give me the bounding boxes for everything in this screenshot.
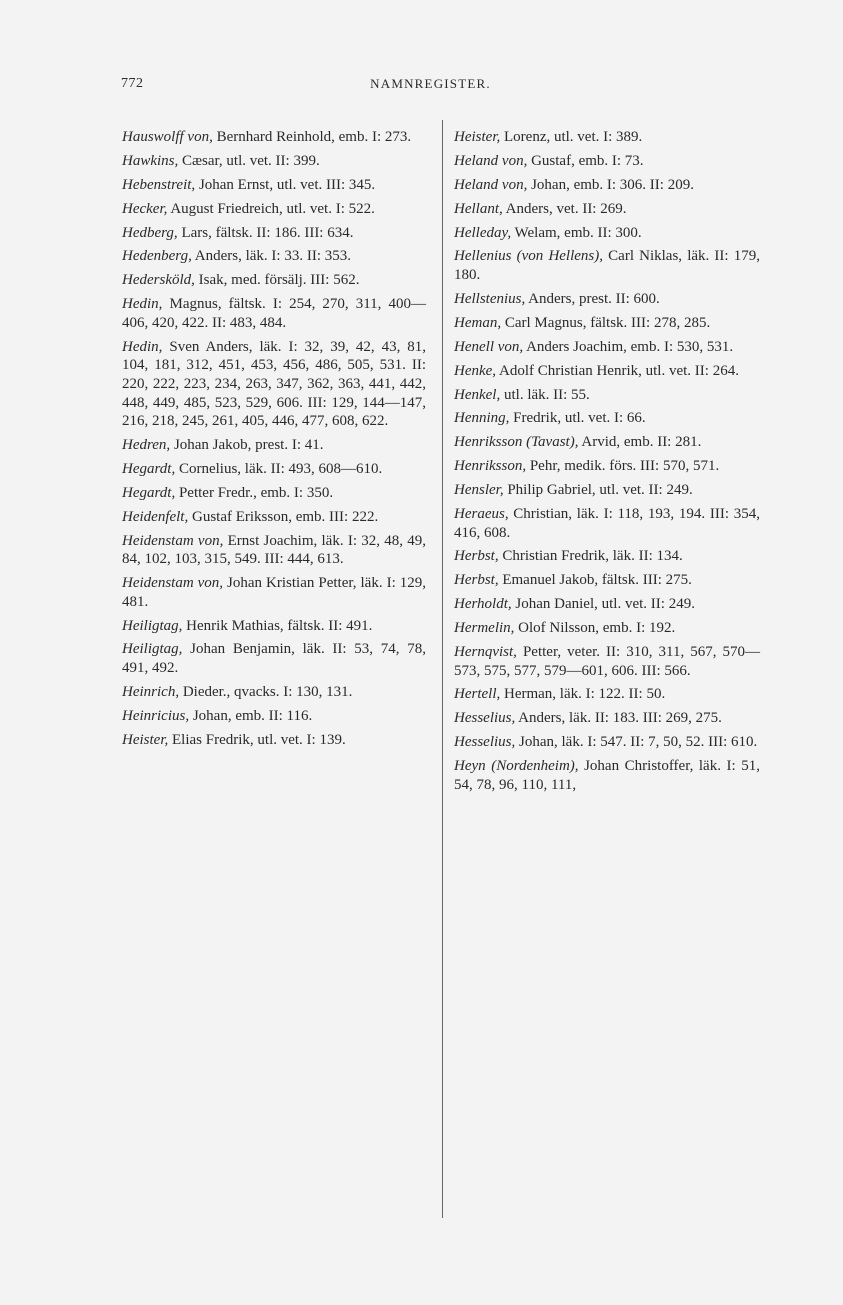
entry-text: Arvid, emb. II: 281. (578, 434, 702, 451)
entry-text: Christian, läk. I: 118, 193, 194. III: 354, 416, 608. (454, 505, 760, 541)
index-entry (454, 685, 760, 704)
index-entry (122, 200, 426, 219)
index-entry (122, 224, 426, 243)
entry-text: Carl Magnus, fältsk. III: 278, 285. (501, 314, 711, 331)
entry-name: Hermelin, (454, 620, 515, 637)
entry-text: Anders, prest. II: 600. (525, 290, 660, 307)
index-entry (122, 508, 426, 527)
entry-name: Hedersköld, (122, 272, 195, 289)
index-entry (122, 176, 426, 195)
entry-text: Philip Gabriel, utl. vet. II: 249. (503, 482, 693, 499)
entry-text: Johan Jakob, prest. I: 41. (170, 436, 324, 453)
entry-name: Herholdt, (454, 596, 512, 613)
index-entry (454, 152, 760, 171)
index-entry (454, 433, 760, 452)
entry-text: Henrik Mathias, fältsk. II: 491. (182, 617, 373, 634)
entry-text: Bernhard Reinhold, emb. I: 273. (212, 129, 412, 145)
entry-text: August Friedreich, utl. vet. I: 522. (167, 200, 375, 217)
index-entry (454, 733, 760, 752)
entry-name: Heiligtag, (122, 641, 183, 658)
index-entry (454, 481, 760, 500)
entry-text: Petter, veter. II: 310, 311, 567, 570—573, 575, 577, 579—601, 606. III: 566. (454, 644, 760, 679)
index-entry (454, 176, 760, 195)
index-entry (122, 574, 426, 611)
entry-name: Hesselius, (454, 710, 516, 727)
running-head: NAMNREGISTER. (370, 76, 491, 91)
index-entry (454, 362, 760, 381)
entry-text: Anders, vet. II: 269. (502, 200, 627, 217)
index-entry (454, 338, 760, 357)
index-entry (122, 617, 426, 636)
entry-name: Herbst, (454, 548, 499, 565)
entry-text: Cornelius, läk. II: 493, 608—610. (175, 460, 383, 477)
entry-text: Johan, emb. II: 116. (189, 707, 313, 724)
index-entry (122, 247, 426, 266)
index-entry (454, 314, 760, 333)
entry-name: Hedin, (122, 296, 163, 313)
entry-text: Emanuel Jakob, fältsk. III: 275. (498, 572, 692, 589)
entry-name: Heraeus, (454, 505, 509, 522)
entry-name: Heman, (454, 314, 502, 331)
entry-name: Heinrich, (122, 683, 180, 700)
entry-text: Welam, emb. II: 300. (511, 224, 642, 241)
index-entry (122, 295, 426, 332)
entry-name: Henell von, (454, 338, 524, 355)
entry-name: Hedren, (122, 436, 171, 453)
entry-name: Heister, (454, 129, 501, 145)
entry-name: Hegardt, (122, 484, 176, 501)
entry-text: Lars, fältsk. II: 186. III: 634. (177, 224, 354, 241)
index-entry (454, 571, 760, 590)
entry-name: Hensler, (454, 482, 504, 499)
entry-name: Herbst, (454, 572, 499, 589)
entry-text: Christian Fredrik, läk. II: 134. (498, 548, 683, 565)
index-entry (454, 757, 760, 794)
entry-text: Pehr, medik. förs. III: 570, 571. (526, 458, 720, 475)
index-entry (122, 731, 426, 750)
index-entry (122, 460, 426, 479)
entry-name: Heyn (Nordenheim), (454, 758, 579, 775)
entry-name: Heinricius, (122, 707, 190, 724)
index-entry (122, 436, 426, 455)
index-entry (454, 547, 760, 566)
entry-text: Cæsar, utl. vet. II: 399. (178, 152, 320, 169)
index-entry (454, 457, 760, 476)
entry-text: Herman, läk. I: 122. II: 50. (500, 686, 666, 703)
entry-name: Henke, (454, 362, 497, 379)
index-entry (454, 247, 760, 284)
index-entry (122, 128, 426, 147)
entry-name: Hedberg, (122, 224, 178, 241)
entry-text: Elias Fredrik, utl. vet. I: 139. (168, 731, 346, 748)
entry-name: Henkel, (454, 386, 501, 403)
entry-name: Hesselius, (454, 734, 516, 751)
left-column (122, 128, 426, 755)
entry-text: Magnus, fältsk. I: 254, 270, 311, 400—406, 420, 422. II: 483, 484. (122, 296, 426, 331)
entry-name: Hertell, (454, 686, 501, 703)
index-entry (122, 640, 426, 677)
page-header (0, 76, 843, 96)
entry-text: Carl Niklas, läk. II: 179, 180. (454, 248, 760, 284)
entry-text: Anders Joachim, emb. I: 530, 531. (523, 338, 734, 355)
right-column (454, 128, 760, 800)
index-entry (454, 643, 760, 680)
index-entry (454, 409, 760, 428)
entry-text: Dieder., qvacks. I: 130, 131. (179, 683, 353, 700)
entry-text: Johan, emb. I: 306. II: 209. (527, 176, 694, 193)
entry-text: Johan Benjamin, läk. II: 53, 74, 78, 491, 492. (122, 641, 426, 676)
entry-text: Petter Fredr., emb. I: 350. (175, 484, 334, 501)
entry-name: Heidenfelt, (122, 508, 189, 525)
index-entry (122, 683, 426, 702)
entry-text: Johan Kristian Petter, läk. I: 129, 481. (122, 575, 426, 610)
entry-text: Fredrik, utl. vet. I: 66. (509, 410, 646, 427)
entry-text: Gustaf Eriksson, emb. III: 222. (188, 508, 379, 525)
entry-text: Ernst Joachim, läk. I: 32, 48, 49, 84, 102, 103, 315, 549. III: 444, 613. (122, 532, 427, 568)
column-divider (442, 120, 443, 1218)
entry-text: Olof Nilsson, emb. I: 192. (514, 620, 676, 637)
index-entry (454, 224, 760, 243)
index-entry (454, 505, 760, 542)
entry-name: Hawkins, (122, 152, 179, 169)
entry-name: Heiligtag, (122, 617, 183, 634)
index-entry (122, 338, 426, 431)
index-entry (454, 386, 760, 405)
index-entry (454, 290, 760, 309)
entry-name: Hedenberg, (122, 248, 192, 265)
entry-text: utl. läk. II: 55. (500, 386, 590, 403)
entry-name: Heidenstam von, (122, 575, 224, 592)
entry-text: Johan Christoffer, läk. I: 51, 54, 78, 96, 110, 111, (454, 758, 760, 793)
index-entry (122, 484, 426, 503)
entry-name: Henning, (454, 410, 510, 427)
entry-text: Johan, läk. I: 547. II: 7, 50, 52. III: 610. (515, 734, 758, 751)
entry-text: Johan Ernst, utl. vet. III: 345. (195, 176, 376, 193)
index-entry (454, 619, 760, 638)
entry-text: Anders, läk. II: 183. III: 269, 275. (515, 710, 722, 727)
entry-text: Lorenz, utl. vet. I: 389. (500, 129, 643, 145)
entry-name: Hellant, (454, 200, 503, 217)
entry-name: Hecker, (122, 200, 168, 217)
index-entry (122, 707, 426, 726)
index-entry (122, 271, 426, 290)
entry-name: Heidenstam von, (122, 532, 224, 549)
index-entry (454, 200, 760, 219)
entry-name: Hegardt, (122, 460, 176, 477)
entry-text: Gustaf, emb. I: 73. (527, 152, 644, 169)
index-entry (454, 595, 760, 614)
entry-name: Heland von, (454, 152, 528, 169)
entry-text: Anders, läk. I: 33. II: 353. (191, 248, 351, 265)
entry-name: Heland von, (454, 176, 528, 193)
index-entry (454, 128, 760, 147)
entry-name: Hellstenius, (454, 290, 526, 307)
entry-name: Henriksson (Tavast), (454, 434, 579, 451)
entry-name: Hedin, (122, 338, 163, 355)
entry-name: Hebenstreit, (122, 176, 196, 193)
entry-name: Hauswolff von, (122, 129, 213, 145)
entry-name: Helleday, (454, 224, 512, 241)
entry-text: Isak, med. försälj. III: 562. (194, 272, 360, 289)
entry-text: Johan Daniel, utl. vet. II: 249. (511, 596, 695, 613)
index-entry (454, 709, 760, 728)
entry-name: Hernqvist, (454, 644, 517, 660)
entry-text: Sven Anders, läk. I: 32, 39, 42, 43, 81, 104, 181, 312, 451, 453, 456, 486, 505, 531. II: 220, 222, 223, 234, 263, 347, 362, 363, 441, 442, 448, 449, 485, 523, 529, 606. III: 129, 144—147, 216, 218, 245, 261, 405, 446, 477, 608, 622. (122, 338, 426, 430)
entry-name: Hellenius (von Hellens), (454, 248, 604, 265)
entry-text: Adolf Christian Henrik, utl. vet. II: 264. (496, 362, 739, 379)
entry-name: Henriksson, (454, 458, 527, 475)
index-entry (122, 152, 426, 171)
entry-name: Heister, (122, 731, 169, 748)
page-number: 772 (121, 76, 144, 91)
index-entry (122, 532, 426, 569)
